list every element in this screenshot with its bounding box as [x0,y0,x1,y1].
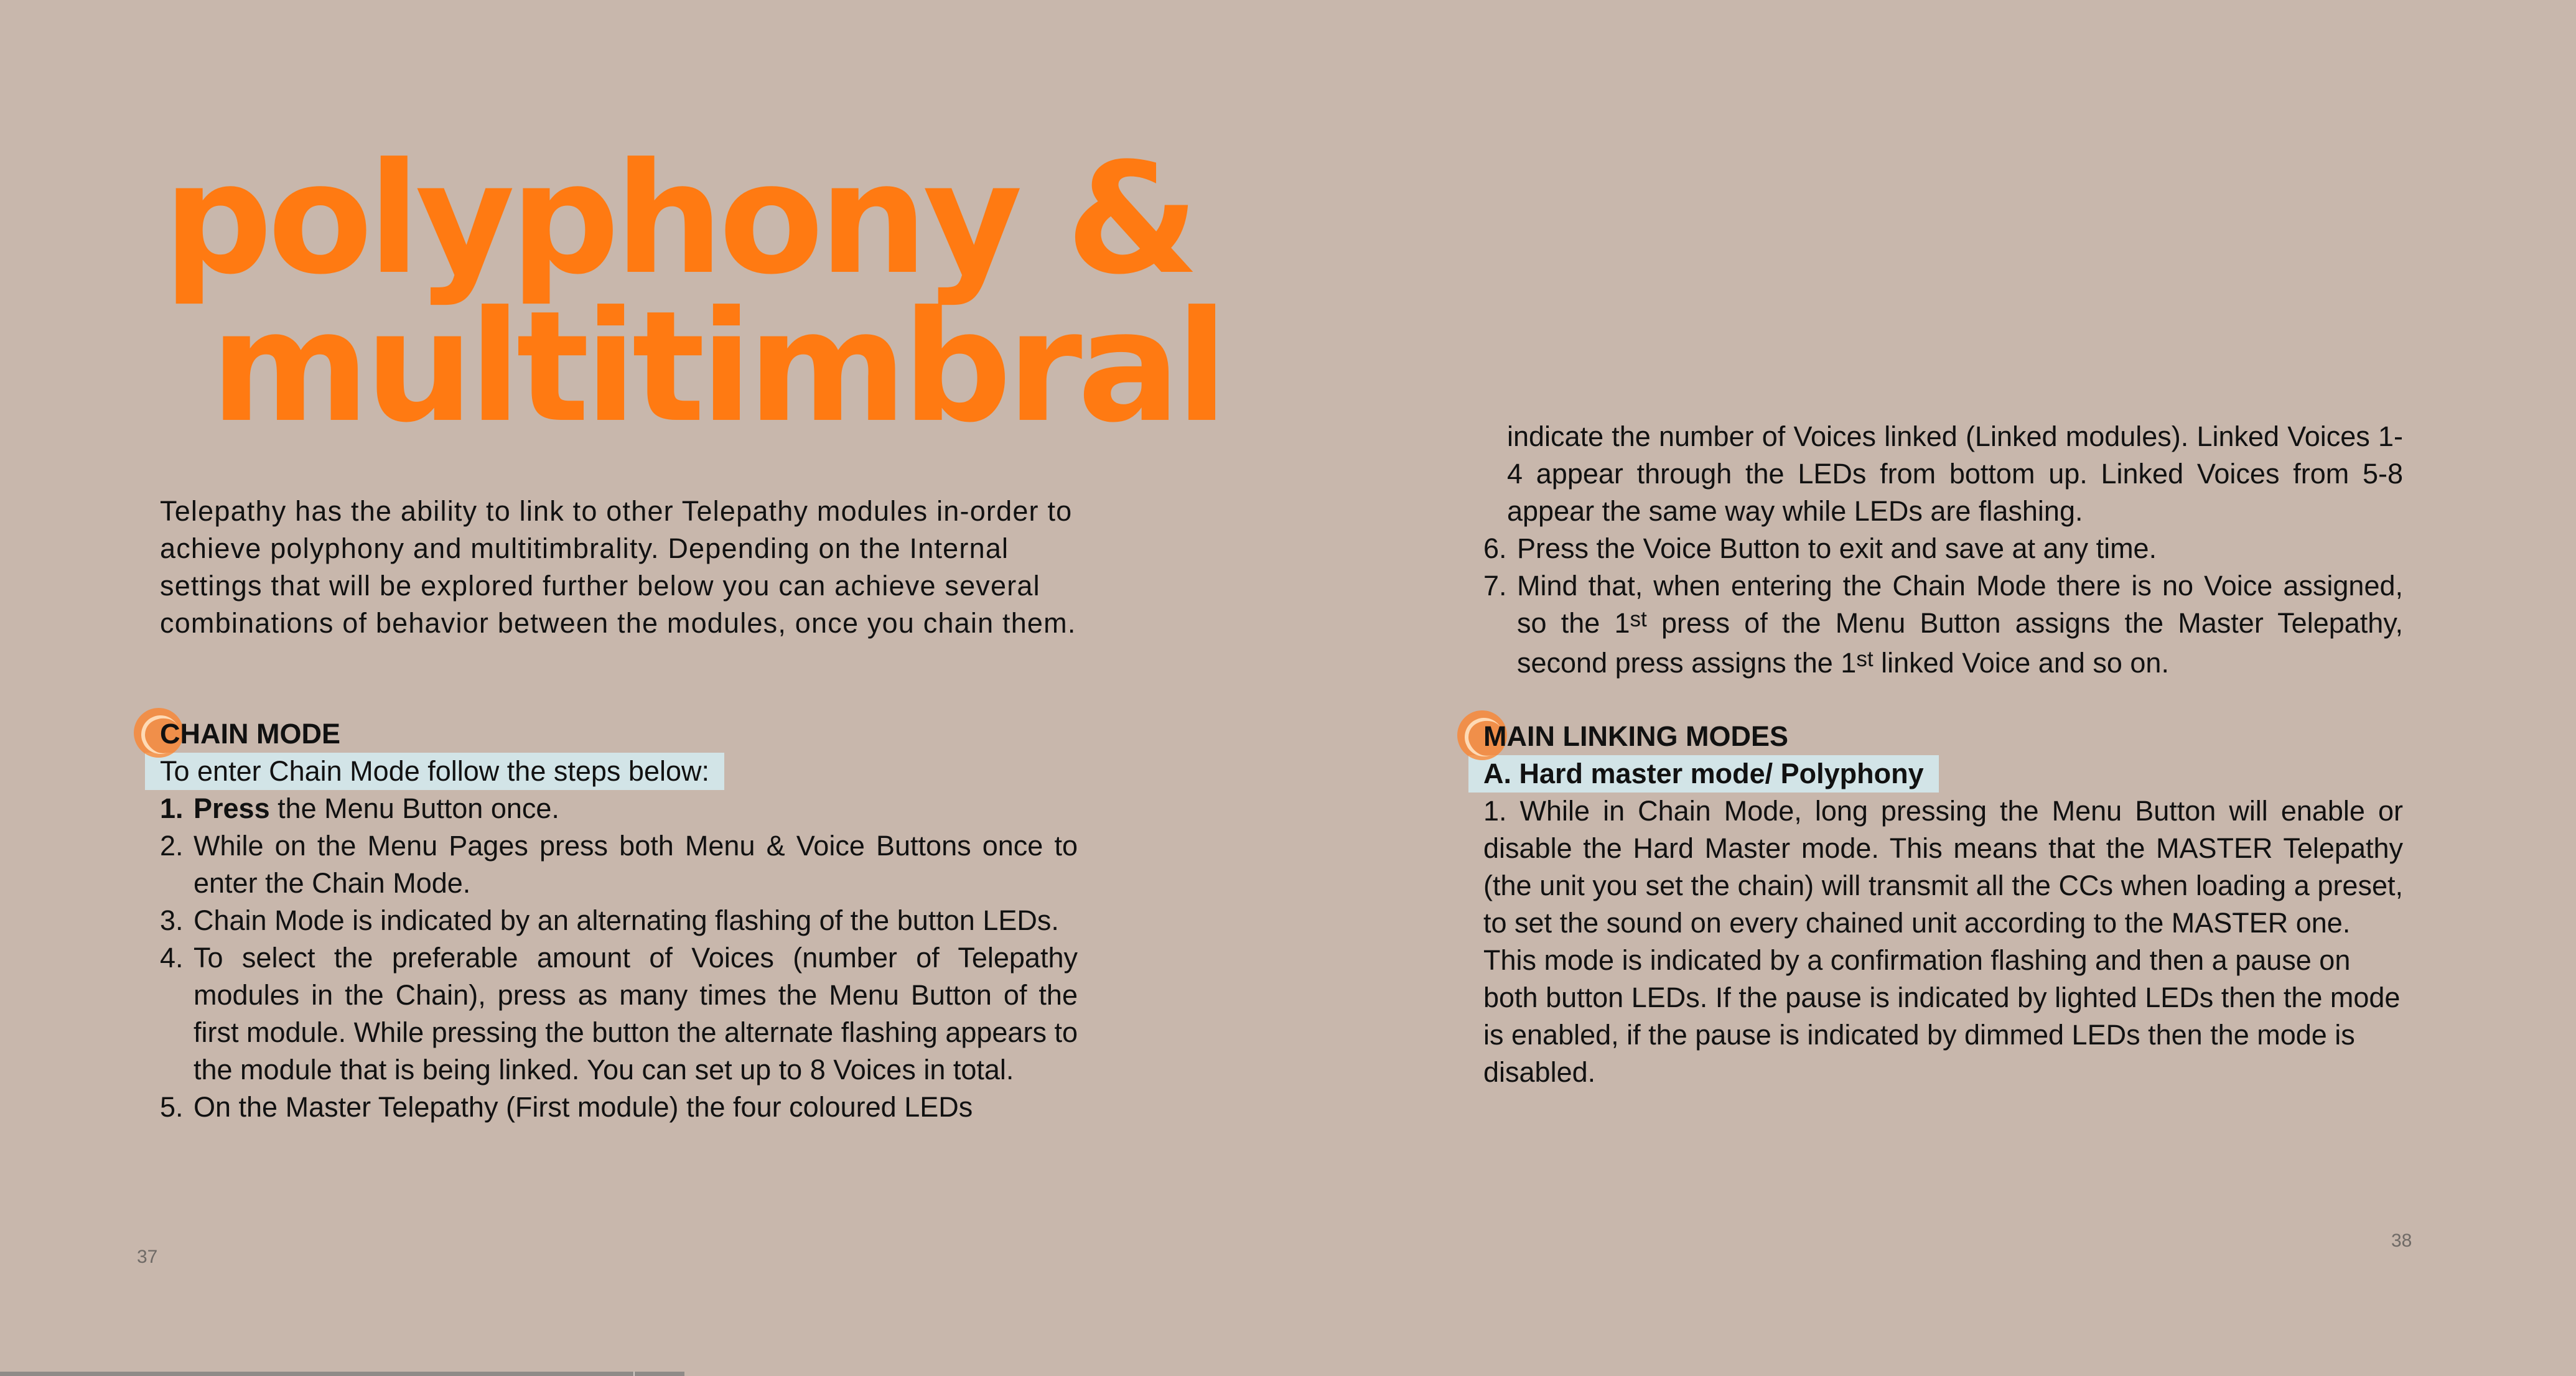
chain-mode-step-6-text: Press the Voice Button to exit and save at any time. [1517,532,2157,564]
chain-mode-step-1 [160,790,1078,827]
main-linking-modes-heading: MAIN LINKING MODES [1483,720,1788,752]
left-page-number: 37 [137,1247,158,1267]
chain-mode-step-5-number: 5. [160,1091,184,1123]
chain-mode-heading-wrap [160,715,1078,753]
chain-mode-step-2-text: While on the Menu Pages press both Menu & Voice Buttons once to enter the Chain Mode. [194,830,1078,899]
chain-mode-step-3-text: Chain Mode is indicated by an alternating flashing of the button LEDs. [194,904,1059,936]
chain-mode-step-3 [160,902,1078,939]
title-line-2: multitimbral [210,279,1223,457]
chain-mode-step-2 [160,827,1078,902]
chain-mode-step-4-text: To select the preferable amount of Voices (number of Telepathy modules in the Chain), press as many times the Menu Button of the first module. While pressing the button the alternate flashing appears to the module that is being linked. You can set up to 8 Voices in total. [194,942,1078,1085]
chain-mode-step-5 [160,1089,1078,1126]
bottom-strip-segment-1 [0,1372,633,1376]
chain-mode-step-5-text: On the Master Telepathy (First module) the four coloured LEDs [194,1091,973,1123]
chain-mode-step-7 [1483,567,2403,684]
first-superscript-1: st [1630,607,1647,632]
chain-mode-section [160,715,1078,1126]
left-intro-section [160,493,1078,642]
chain-mode-step-6-number: 6. [1483,532,1507,564]
hard-master-subheading: A. Hard master mode/ Polyphony [1468,755,1939,793]
hard-master-paragraph-1: 1. While in Chain Mode, long pressing the Menu Button will enable or disable the Hard Master mode. This means that the MASTER Telepathy (the unit you set the chain) will transmit all the CCs when loading a preset, to set the sound on every chained unit according to the MASTER one. [1483,795,2403,939]
chain-mode-step-4-number: 4. [160,942,184,974]
chain-mode-step-1-rest-text: the Menu Button once. [269,793,559,824]
chain-mode-step-6 [1483,530,2403,567]
title-line-1: polyphony & [163,131,1195,309]
chain-mode-step-4 [160,939,1078,1089]
chain-mode-step-7-text-part-2: press of the Menu Button assigns the Master Telepathy, second press assigns the 1 [1517,607,2403,679]
step-5-continuation: indicate the number of Voices linked (Linked modules). Linked Voices 1-4 appear through the LEDs from bottom up. Linked Voices from 5-8 appear the same way while LEDs are flashing. [1507,421,2403,527]
right-page-number: 38 [2391,1230,2412,1251]
first-superscript-2: st [1856,647,1874,672]
hard-master-paragraph-2: This mode is indicated by a confirmation flashing and then a pause on both button LEDs. If the pause is indicated by lighted LEDs then the mode is enabled, if the pause is indicated by dimmed LEDs then the mode is disabled. [1483,944,2401,1088]
intro-paragraph: Telepathy has the ability to link to other Telepathy modules in-order to achieve polyphony and multitimbrality. Depending on the Internal settings that will be explored further below you can achieve several combinations of behavior between the modules, once you chain them. [160,495,1076,639]
chain-mode-step-7-number: 7. [1483,570,1507,602]
chain-mode-step-7-text-part-1: Mind that, when entering the Chain Mode there is no Voice assigned, so the 1 [1517,570,2403,639]
chain-mode-step-2-number: 2. [160,830,184,862]
chain-mode-step-7-text-part-3: linked Voice and so on. [1873,647,2169,679]
bottom-strip-segment-2 [635,1372,684,1376]
chain-mode-heading: CHAIN MODE [160,718,340,750]
chain-mode-subheading: To enter Chain Mode follow the steps below: [145,753,724,790]
chain-mode-step-3-number: 3. [160,904,184,936]
right-page-content [1483,418,2403,1091]
bottom-viewer-strip [0,1372,684,1376]
chain-mode-step-1-number: 1. [160,793,184,824]
chain-mode-step-1-bold-text: Press [194,793,270,824]
main-linking-heading-wrap [1483,718,2403,755]
chain-mode-step-1-text [194,790,1078,827]
chain-mode-step-7-text [1517,567,2403,684]
